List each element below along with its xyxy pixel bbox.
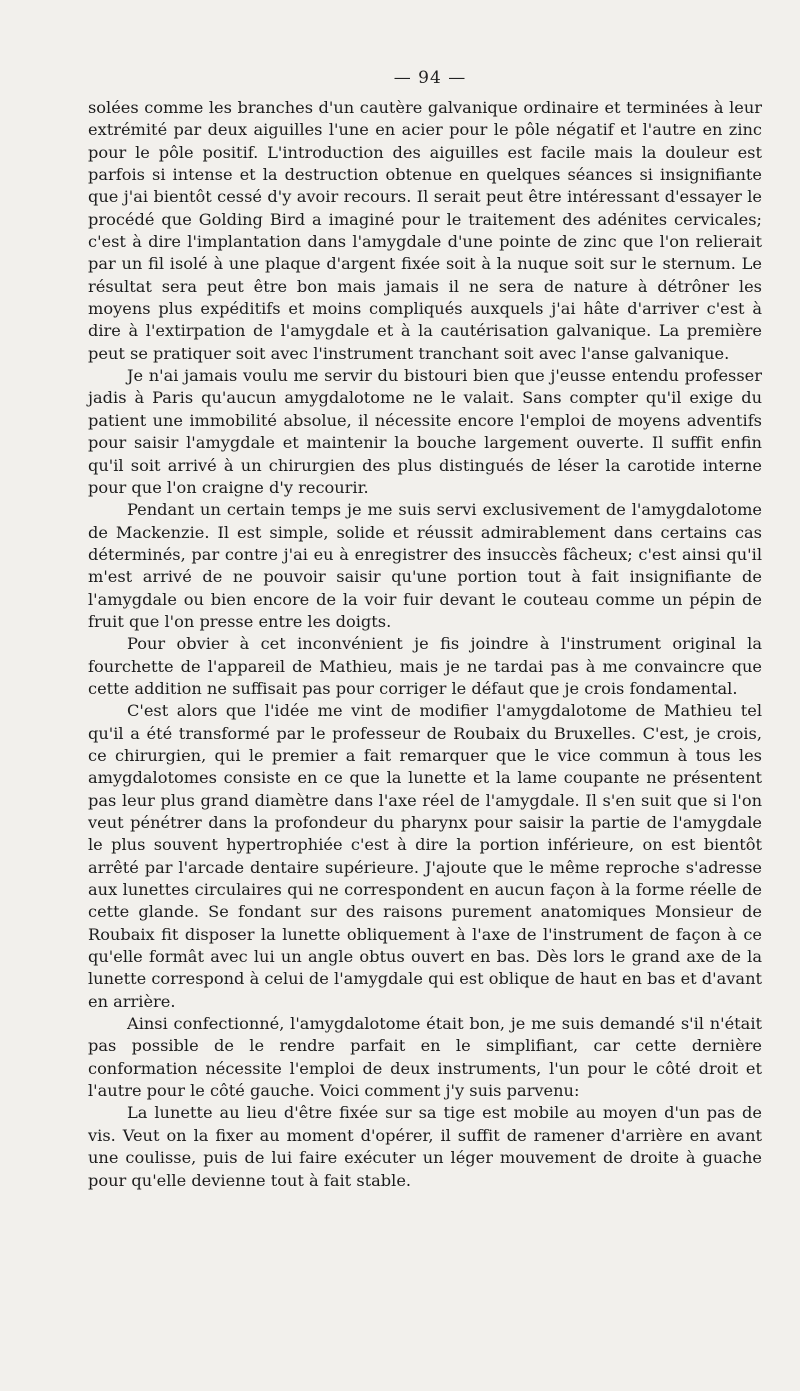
- paragraph-continuation: solées comme les branches d'un cautère galvanique ordinaire et terminées à leur extrémité par deux aiguilles l'une en acier pour le pôle négatif et l'autre en zinc pour le pôle positif. L'introduction des aiguilles est facile mais la douleur est parfois si intense et la destruction obtenue en quelques séances si insignifiante que j'ai bientôt cessé d'y avoir recours. Il serait peut être intéressant d'essayer le procédé que Golding Bird a imaginé pour le traitement des adénites cervicales; c'est à dire l'implantation dans l'amygdale d'une pointe de zinc que l'on relierait par un fil isolé à une plaque d'argent fixée soit à la nuque soit sur le sternum. Le résultat sera peut être bon mais jamais il ne sera de nature à détrôner les moyens plus expéditifs et moins compliqués auxquels j'ai hâte d'arriver c'est à dire à l'extirpation de l'amygdale et à la cautérisation galvanique. La première peut se pratiquer soit avec l'instrument tranchant soit avec l'anse galvanique.: [88, 98, 762, 363]
- paragraph-roubaix: C'est alors que l'idée me vint de modifier l'amygdalotome de Mathieu tel qu'il a été transformé par le professeur de Roubaix du Bruxelles. C'est, je crois, ce chirurgien, qui le premier a fait remarquer que le vice commun à tous les amygdalotomes consiste en ce que la lunette et la lame coupante ne présentent pas leur plus grand diamètre dans l'axe réel de l'amygdale. Il s'en suit que si l'on veut pénétrer dans la profondeur du pharynx pour saisir la partie de l'amygdale le plus souvent hypertrophiée c'est à dire la portion inférieure, on est bientôt arrêté par l'arcade dentaire supérieure. J'ajoute que le même reproche s'adresse aux lunettes circulaires qui ne correspondent en aucun façon à la forme réelle de cette glande. Se fondant sur des raisons purement anatomiques Monsieur de Roubaix fit disposer la lunette obliquement à l'axe de l'instrument de façon à ce qu'elle formât avec lui un angle obtus ouvert en bas. Dès lors le grand axe de la lunette correspond à celui de l'amygdale qui est oblique de haut en bas et d'avant en arrière.: [88, 701, 762, 1011]
- paragraph-mathieu-fork: Pour obvier à cet inconvénient je fis joindre à l'instrument original la fourchette de l'appareil de Mathieu, mais je ne tardai pas à me convaincre que cette addition ne suffisait pas pour corriger le défaut que je crois fondamental.: [88, 634, 762, 698]
- paragraph-mackenzie: Pendant un certain temps je me suis servi exclusivement de l'amygdalotome de Mackenzie. Il est simple, solide et réussit admirablement dans certains cas déterminés, par contre j'ai eu à enregistrer des insuccès fâcheux; c'est ainsi qu'il m'est arrivé de ne pouvoir saisir qu'une portion tout à fait insignifiante de l'amygdale ou bien encore de la voir fuir devant le couteau comme un pépin de fruit que l'on presse entre les doigts.: [88, 500, 762, 631]
- paragraph-bistouri: Je n'ai jamais voulu me servir du bistouri bien que j'eusse entendu professer jadis à Paris qu'aucun amygdalotome ne le valait. Sans compter qu'il exige du patient une immobilité absolue, il nécessite encore l'emploi de moyens adventifs pour saisir l'amygdale et maintenir la bouche largement ouverte. Il suffit enfin qu'il soit arrivé à un chirurgien des plus distingués de léser la carotide interne pour que l'on craigne d'y recourir.: [88, 366, 762, 497]
- page-number: — 94 —: [393, 68, 467, 88]
- paragraph-lunette: La lunette au lieu d'être fixée sur sa tige est mobile au moyen d'un pas de vis. Veut on la fixer au moment d'opérer, il suffit de ramener d'arrière en avant une coulisse, puis de lui faire exécuter un léger mouvement de droite à guache pour qu'elle devienne tout à fait stable.: [88, 1103, 762, 1190]
- body-text: [88, 97, 762, 1192]
- paragraph-simplification: Ainsi confectionné, l'amygdalotome était bon, je me suis demandé s'il n'était pas possible de le rendre parfait en le simplifiant, car cette dernière conformation nécessite l'emploi de deux instruments, l'un pour le côté droit et l'autre pour le côté gauche. Voici comment j'y suis parvenu:: [88, 1014, 762, 1101]
